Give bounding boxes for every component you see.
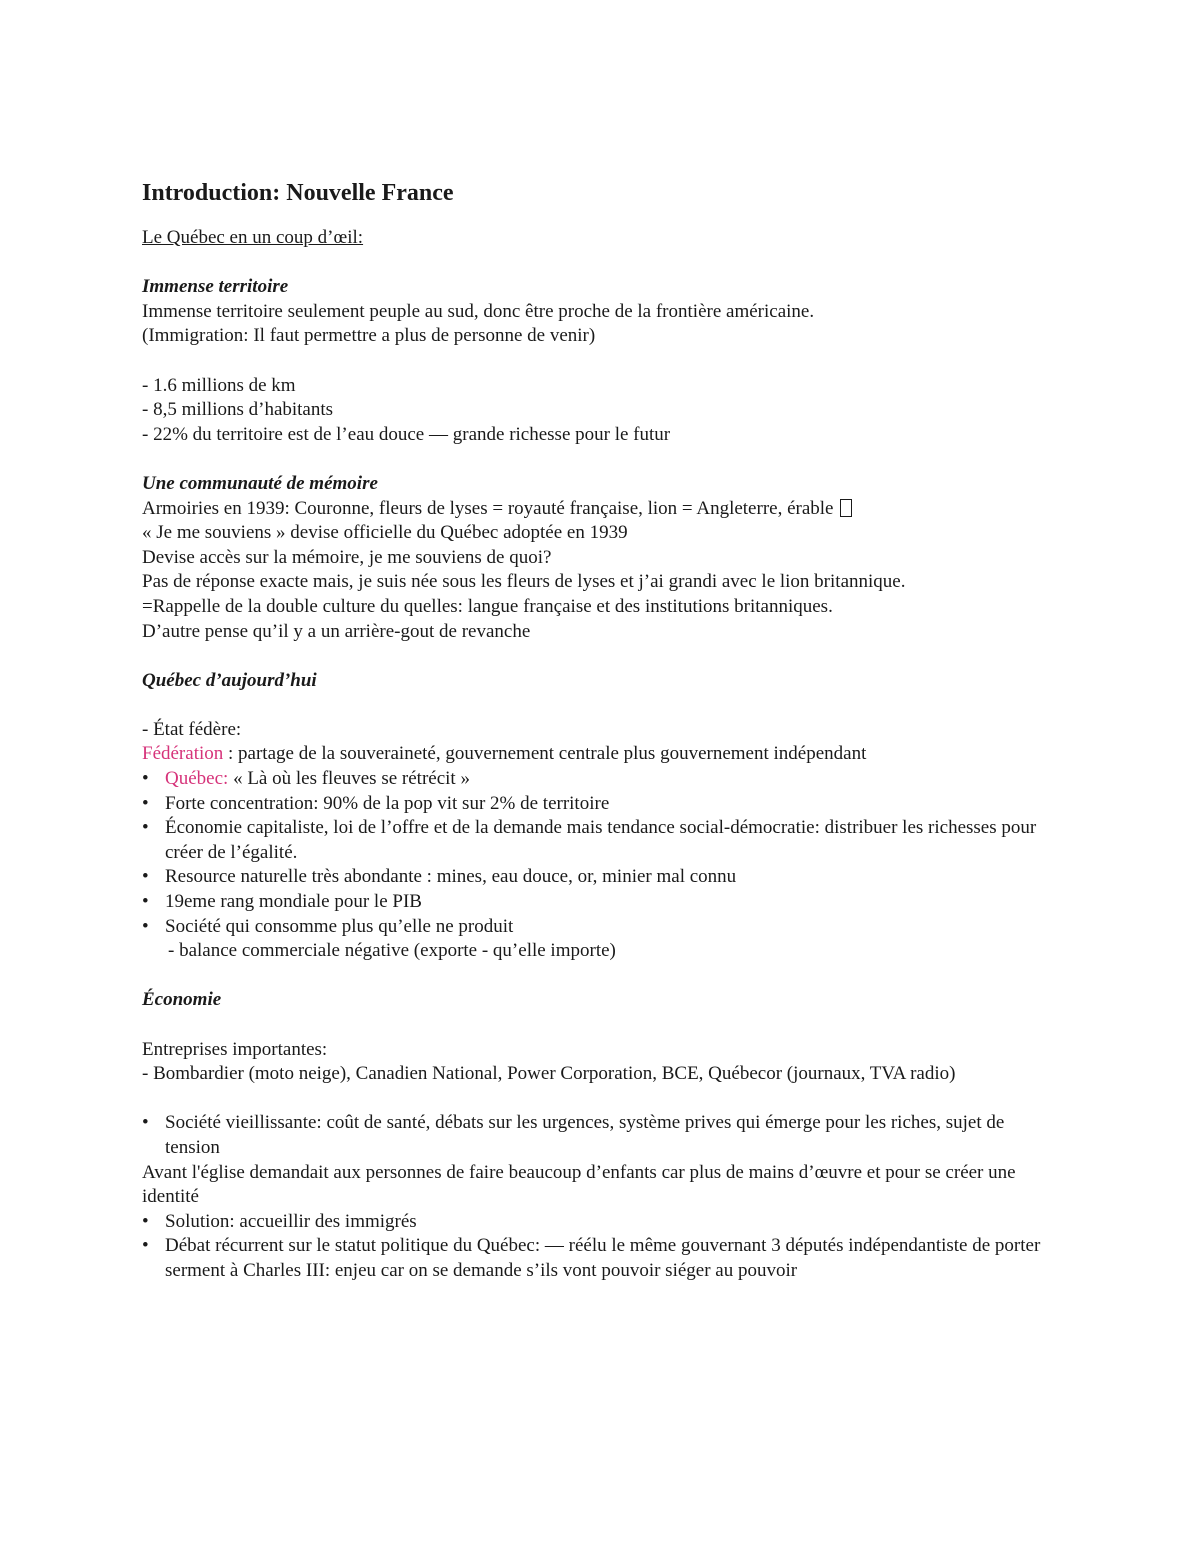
list-item-text: Resource naturelle très abondante : mines, eau douce, or, minier mal connu: [165, 866, 737, 888]
section-heading-aujourdhui: Québec d’aujourd’hui: [142, 669, 317, 691]
paragraph: Pas de réponse exacte mais, je suis née sous les fleurs de lyses et j’ai grandi avec le lion britannique.: [142, 571, 906, 593]
list-item: [142, 1234, 1062, 1283]
paragraph: « Je me souviens » devise officielle du Québec adoptée en 1939: [142, 522, 628, 544]
bullet-list: [142, 1111, 1062, 1160]
bullet-icon: •: [142, 1235, 149, 1257]
paragraph: Avant l'église demandait aux personnes de faire beaucoup d’enfants car plus de mains d’œuvre et pour se créer une identité: [142, 1161, 1016, 1208]
list-item-text: Économie capitaliste, loi de l’offre et de la demande mais tendance social-démocratie: distribuer les richesses pour créer de l’égalité.: [165, 817, 1037, 863]
bullet-icon: •: [142, 768, 149, 790]
overview-subheading: Le Québec en un coup d’œil:: [142, 227, 364, 248]
section-heading-memoire: Une communauté de mémoire: [142, 472, 378, 494]
spacer: [142, 964, 1062, 989]
list-item-text: Débat récurrent sur le statut politique du Québec: — réélu le même gouvernant 3 députés indépendantiste de porter serment à Charles III: enjeu car on se demande s’ils vont pouvoir siéger au pouvoir: [165, 1235, 1041, 1281]
bullet-icon: •: [142, 817, 149, 839]
quebec-term: Québec:: [165, 768, 229, 790]
spacer: [142, 644, 1062, 669]
list-item: [142, 816, 1062, 865]
bullet-icon: •: [142, 1112, 149, 1134]
fact-line: - 1.6 millions de km: [142, 374, 296, 396]
section-heading-economie: Économie: [142, 989, 222, 1011]
list-item: [142, 915, 1062, 940]
bullet-icon: •: [142, 891, 149, 913]
paragraph: Immense territoire seulement peuple au sud, donc être proche de la frontière américaine.: [142, 300, 815, 322]
federation-definition: [142, 742, 1062, 767]
paragraph: - État fédère:: [142, 718, 242, 740]
spacer: [142, 447, 1062, 472]
paragraph: Devise accès sur la mémoire, je me souviens de quoi?: [142, 546, 552, 568]
spacer: [142, 693, 1062, 718]
list-item-text: Solution: accueillir des immigrés: [165, 1210, 417, 1232]
spacer: [142, 1013, 1062, 1038]
fact-line: - 22% du territoire est de l’eau douce — grande richesse pour le futur: [142, 423, 671, 445]
armoiries-text: Armoiries en 1939: Couronne, fleurs de lyses = royauté française, lion = Angleterre, érable: [142, 497, 834, 519]
list-item: [142, 792, 1062, 817]
spacer: [142, 1087, 1062, 1112]
list-item-text: Société vieillissante: coût de santé, débats sur les urgences, système prives qui émerge pour les riches, sujet de tension: [165, 1112, 1005, 1158]
sub-line: - balance commerciale négative (exporte - qu’elle importe): [168, 940, 616, 962]
bullet-icon: •: [142, 866, 149, 888]
spacer: [142, 349, 1062, 374]
section-heading-territoire: Immense territoire: [142, 276, 289, 298]
bullet-icon: •: [142, 1210, 149, 1232]
list-item: [142, 767, 1062, 792]
list-item-text: Société qui consomme plus qu’elle ne produit: [165, 915, 514, 937]
bullet-icon: •: [142, 915, 149, 937]
paragraph: (Immigration: Il faut permettre a plus de personne de venir): [142, 325, 596, 347]
paragraph: =Rappelle de la double culture du quelles: langue française et des institutions britanniques.: [142, 595, 833, 617]
bullet-icon: •: [142, 792, 149, 814]
list-item: [142, 1210, 1062, 1235]
federation-text: : partage de la souveraineté, gouvernement centrale plus gouvernement indépendant: [223, 743, 867, 765]
federation-term: Fédération: [142, 743, 224, 765]
paragraph: - Bombardier (moto neige), Canadien National, Power Corporation, BCE, Québecor (journaux, TVA radio): [142, 1063, 956, 1085]
document-page: [142, 178, 1062, 1284]
fact-line: - 8,5 millions d’habitants: [142, 399, 334, 421]
list-item: [142, 865, 1062, 890]
list-item: [142, 1111, 1062, 1160]
paragraph: Entreprises importantes:: [142, 1038, 328, 1060]
page-title: Introduction: Nouvelle France: [142, 180, 454, 206]
paragraph: [142, 497, 1062, 522]
spacer: [142, 251, 1062, 276]
list-item-text: 19eme rang mondiale pour le PIB: [165, 891, 422, 913]
missing-glyph-box-icon: [840, 499, 852, 517]
quebec-text: « Là où les fleuves se rétrécit »: [228, 768, 470, 790]
bullet-list: [142, 1210, 1062, 1284]
bullet-list: [142, 767, 1062, 939]
list-item-text: Forte concentration: 90% de la pop vit sur 2% de territoire: [165, 792, 610, 814]
list-item: [142, 890, 1062, 915]
paragraph: D’autre pense qu’il y a un arrière-gout de revanche: [142, 620, 531, 642]
